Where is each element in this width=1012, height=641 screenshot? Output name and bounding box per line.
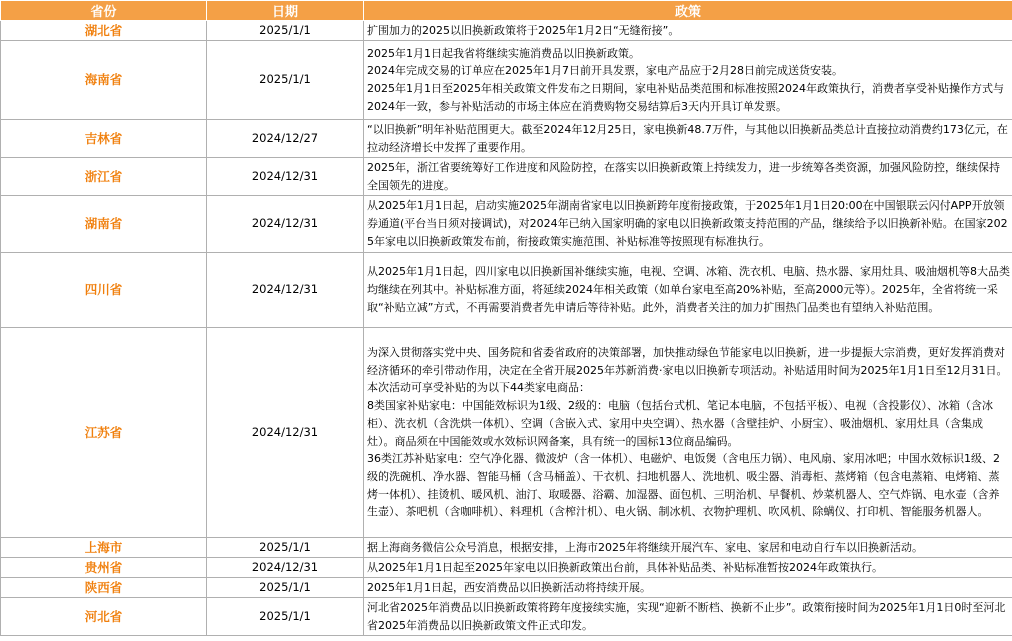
- policy-text: 2025年1月1日至2025年相关政策文件发布之日期间，家电补贴品类范围和标准按照2024年政策执行，消费者享受补贴操作方式与2024年一致，参与补贴活动的市场主体应在消费购物交易结算后3天内开具订单发票。: [367, 82, 1004, 113]
- province-cell: 海南省: [1, 41, 207, 120]
- date-cell: 2025/1/1: [207, 538, 364, 558]
- policy-cell: [364, 158, 1012, 196]
- policy-cell: [364, 598, 1012, 636]
- policy-text: 2025年1月1日起我省将继续实施消费品以旧换新政策。: [367, 46, 640, 60]
- table-row: [1, 538, 1012, 558]
- province-cell: 浙江省: [1, 158, 207, 196]
- province-cell: 湖南省: [1, 196, 207, 253]
- province-cell: 上海市: [1, 538, 207, 558]
- date-cell: 2024/12/31: [207, 558, 364, 578]
- policy-text: 从2025年1月1日起，四川家电以旧换新国补继续实施，电视、空调、冰箱、洗衣机、电脑、热水器、家用灶具、吸油烟机等8大品类均继续在列其中。补贴标准方面，将延续2024年相关政策（如单台家电至高20%补贴，至高2000元等）。2025年，全省将统一采取“补贴立减”方式，不再需要消费者先申请后等待补贴。此外，消费者关注的加力扩围热门品类也有望纳入补贴范围。: [367, 265, 1010, 314]
- policy-text: 8类国家补贴家电：中国能效标识为1级、2级的：电脑（包括台式机、笔记本电脑，不包括平板）、电视（含投影仪）、冰箱（含冰柜）、洗衣机（含洗烘一体机）、空调（含嵌入式、家用中央空调）、热水器（含壁挂炉、小厨宝）、吸油烟机、家用灶具（含集成灶）。商品须在中国能效或水效标识网备案，具有统一的国标13位商品编码。: [367, 399, 993, 448]
- table-row: [1, 196, 1012, 253]
- date-cell: 2025/1/1: [207, 598, 364, 636]
- date-cell: 2025/1/1: [207, 41, 364, 120]
- table-row: [1, 253, 1012, 328]
- table-row: [1, 558, 1012, 578]
- policy-text: 从2025年1月1日起，启动实施2025年湖南省家电以旧换新跨年度衔接政策，于2025年1月1日20:00在中国银联云闪付APP开放领券通道(平台当日须对接调试)，对2024年已纳入国家明确的家电以旧换新政策支持范围的产品，继续给予以旧换新补贴。在国家2025年家电以旧换新政策发布前，衔接政策实施范围、补贴标准等按照现有标准执行。: [367, 199, 1008, 248]
- date-cell: 2024/12/27: [207, 120, 364, 158]
- policy-text: “以旧换新”明年补贴范围更大。截至2024年12月25日，家电换新48.7万件，与其他以旧换新品类总计直接拉动消费约173亿元，在拉动经济增长中发挥了重要作用。: [367, 122, 1008, 154]
- date-cell: 2024/12/31: [207, 158, 364, 196]
- policy-text: 从2025年1月1日起至2025年家电以旧换新政策出台前，具体补贴品类、补贴标准暂按2024年政策执行。: [367, 560, 883, 574]
- date-cell: 2024/12/31: [207, 196, 364, 253]
- date-cell: 2025/1/1: [207, 578, 364, 598]
- province-cell: 河北省: [1, 598, 207, 636]
- province-cell: 四川省: [1, 253, 207, 328]
- policy-cell: [364, 41, 1012, 120]
- date-cell: 2024/12/31: [207, 253, 364, 328]
- province-cell: 贵州省: [1, 558, 207, 578]
- province-cell: 吉林省: [1, 120, 207, 158]
- table-row: [1, 41, 1012, 120]
- header-province: 省份: [1, 1, 207, 21]
- policy-text: 据上海商务微信公众号消息，根据安排，上海市2025年将继续开展汽车、家电、家居和电动自行车以旧换新活动。: [367, 540, 923, 554]
- province-cell: 湖北省: [1, 21, 207, 41]
- policy-cell: [364, 120, 1012, 158]
- policy-cell: [364, 578, 1012, 598]
- table-row: [1, 158, 1012, 196]
- table-row: [1, 120, 1012, 158]
- province-cell: 陕西省: [1, 578, 207, 598]
- table-row: [1, 328, 1012, 538]
- table-row: [1, 578, 1012, 598]
- header-date: 日期: [207, 1, 364, 21]
- policy-cell: [364, 253, 1012, 328]
- policy-cell: [364, 538, 1012, 558]
- province-cell: 江苏省: [1, 328, 207, 538]
- header-policy: 政策: [364, 1, 1012, 21]
- table-row: [1, 598, 1012, 636]
- policy-text: 2024年完成交易的订单应在2025年1月7日前开具发票，家电产品应于2月28日前完成送货安装。: [367, 64, 843, 78]
- date-cell: 2025/1/1: [207, 21, 364, 41]
- policy-text: 河北省2025年消费品以旧换新政策将跨年度接续实施，实现“迎新不断档、换新不止步”。政策衔接时间为2025年1月1日0时至河北省2025年消费品以旧换新政策文件正式印发。: [367, 600, 1006, 632]
- policy-text: 36类江苏补贴家电：空气净化器、微波炉（含一体机）、电磁炉、电饭煲（含电压力锅）、电风扇、家用冰吧；中国水效标识1级、2级的洗碗机、净水器、智能马桶（含马桶盖）、干衣机、扫地机器人、洗地机、吸尘器、消毒柜、蒸烤箱（包含电蒸箱、电烤箱、蒸烤一体机）、挂烫机、暖风机、油汀、取暖器、浴霸、加湿器、面包机、三明治机、早餐机、炒菜机器人、空气炸锅、电水壶（含养生壶）、茶吧机（含咖啡机）、料理机（含榨汁机）、电火锅、制冰机、衣物护理机、吹风机、除螨仪、打印机、智能服务机器人。: [367, 452, 1000, 519]
- table-row: [1, 21, 1012, 41]
- policy-text: 2025年，浙江省要统筹好工作进度和风险防控，在落实以旧换新政策上持续发力，进一步统筹各类资源，加强风险防控，继续保持全国领先的进度。: [367, 160, 1000, 192]
- policy-text: 为深入贯彻落实党中央、国务院和省委省政府的决策部署，加快推动绿色节能家电以旧换新，进一步提振大宗消费，更好发挥消费对经济循环的牵引带动作用，决定在全省开展2025年苏新消费·家电以旧换新专项活动。补贴适用时间为2025年1月1日至12月31日。本次活动可享受补贴的为以下44类家电商品：: [367, 345, 1008, 395]
- policy-text: 扩围加力的2025以旧换新政策将于2025年1月2日“无缝衔接”。: [367, 23, 680, 37]
- date-cell: 2024/12/31: [207, 328, 364, 538]
- policy-text: 2025年1月1日起，西安消费品以旧换新活动将持续开展。: [367, 580, 651, 594]
- policy-cell: [364, 328, 1012, 538]
- header-row: [1, 1, 1012, 21]
- policy-cell: [364, 196, 1012, 253]
- policy-cell: [364, 558, 1012, 578]
- policy-cell: [364, 21, 1012, 41]
